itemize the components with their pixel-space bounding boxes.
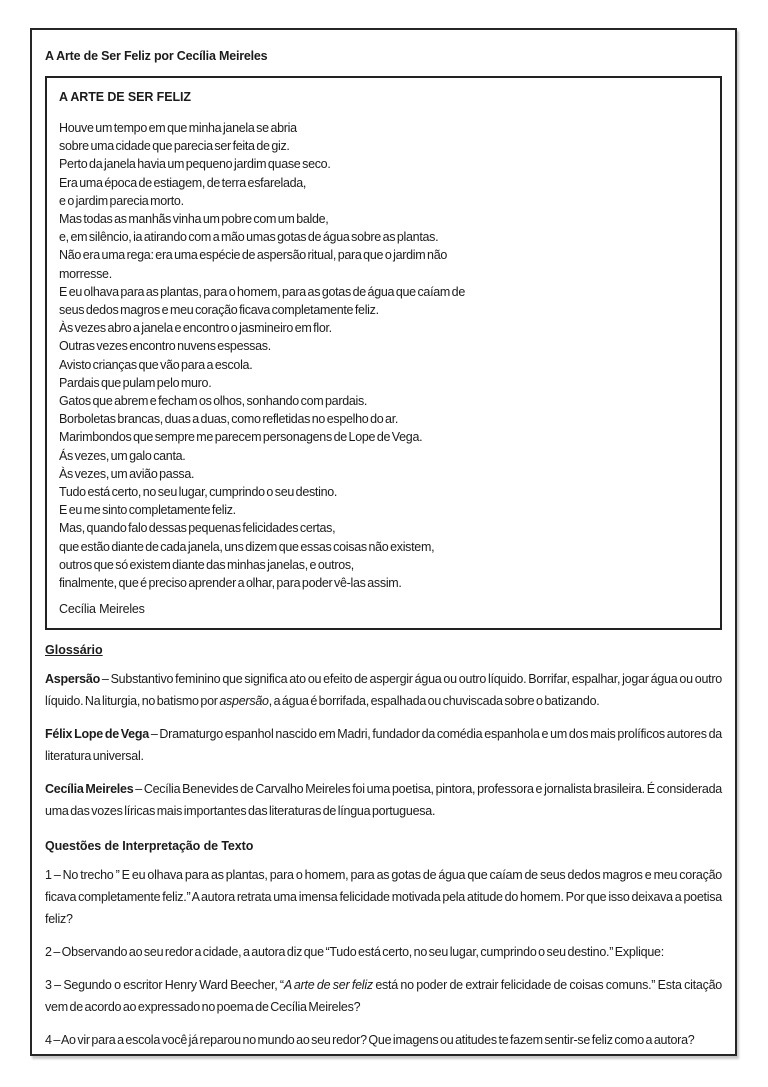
question-text: 1 – No trecho ” E eu olhava para as plantas, para o homem, para as gotas de água que caíam de seus dedos magros e meu coração ficava completamente feliz.” A autora retrata uma imensa felicidade motivada pela atitude do homem. Por que isso deixava a poetisa feliz? [45,868,722,926]
glossary-heading: Glossário [45,643,103,657]
question-4 [45,1029,722,1051]
poem-author: Cecília Meireles [59,602,145,617]
question-text: está no poder de extrair felicidade de coisas comuns.” Esta citação vem de acordo ao expressado no poema de Cecília Meireles? [45,978,723,1014]
poem-line: Borboletas brancas, duas a duas, como refletidas no espelho do ar. [59,412,399,427]
poem-line: finalmente, que é preciso aprender a olhar, para poder vê-las assim. [59,576,402,591]
questions-heading: Questões de Interpretação de Texto [45,839,254,853]
question-text: 3 – Segundo o escritor Henry Ward Beecher, “ [45,978,284,992]
poem-line: Pardais que pulam pelo muro. [59,375,212,390]
poem-line: seus dedos magros e meu coração ficava completamente feliz. [59,303,379,318]
glossary-term-lope-de-vega: Félix Lope de Vega [45,727,149,741]
glossary-def-text: – Dramaturgo espanhol nascido em Madri, fundador da comédia espanhola e um dos mais prolíficos autores da literatura universal. [45,727,722,763]
poem-line: E eu olhava para as plantas, para o homem, para as gotas de água que caíam de [59,284,465,299]
document-title: A Arte de Ser Feliz por Cecília Meireles [45,49,268,63]
question-text: 2 – Observando ao seu redor a cidade, a autora diz que “Tudo está certo, no seu lugar, cumprindo o seu destino.” Explique: [45,945,664,959]
glossary-def-text: – Substantivo feminino que significa ato ou efeito de aspergir água ou outro líquido. Borrifar, espalhar, jogar água ou outro líquido. Na liturgia, no batismo por [45,672,722,708]
question-3 [45,974,722,1018]
glossary-entry-cecilia-meireles [45,778,722,822]
poem-line: Era uma época de estiagem, de terra esfarelada, [59,175,307,190]
poem-line: E eu me sinto completamente feliz. [59,503,236,518]
poem-title: A ARTE DE SER FELIZ [59,90,191,104]
glossary-def-text: , a água é borrifada, espalhada ou chuviscada sobre o batizando. [268,694,600,708]
glossary-entry-aspersao [45,668,722,712]
question-text: 4 – Ao vir para a escola você já reparou no mundo ao seu redor? Que imagens ou atitudes te fazem sentir-se feliz como a autora? [45,1033,695,1047]
poem-line: Às vezes, um avião passa. [59,466,195,481]
poem-line: Não era uma rega: era uma espécie de aspersão ritual, para que o jardim não [59,248,448,263]
poem-line: outros que só existem diante das minhas janelas, e outros, [59,557,354,572]
poem-line: Avisto crianças que vão para a escola. [59,357,253,372]
poem-line: Às vezes abro a janela e encontro o jasmineiro em flor. [59,321,332,336]
poem-line: que estão diante de cada janela, uns dizem que essas coisas não existem, [59,539,435,554]
poem-body [59,119,708,592]
poem-line: Perto da janela havia um pequeno jardim quase seco. [59,157,331,172]
question-2 [45,941,722,963]
poem-line: Houve um tempo em que minha janela se abria [59,121,297,135]
poem-line: Mas, quando falo dessas pequenas felicidades certas, [59,521,336,536]
poem-line: Tudo está certo, no seu lugar, cumprindo o seu destino. [59,485,338,500]
glossary-entry-lope-de-vega [45,723,722,767]
question-1 [45,864,722,930]
glossary-def-text: – Cecília Benevides de Carvalho Meireles foi uma poetisa, pintora, professora e jornalista brasileira. É considerada uma das vozes líricas mais importantes das literaturas de língua portuguesa. [45,782,722,818]
question-italic-quote: A arte de ser feliz [283,978,373,992]
poem-line: e o jardim parecia morto. [59,193,184,208]
poem-box [45,76,722,630]
poem-line: Mas todas as manhãs vinha um pobre com um balde, [59,212,329,227]
poem-line: e, em silêncio, ia atirando com a mão umas gotas de água sobre as plantas. [59,230,439,245]
document-page [30,28,737,1056]
glossary-term-aspersao: Aspersão [45,672,100,686]
poem-line: Ás vezes, um galo canta. [59,448,186,463]
poem-line: Gatos que abrem e fecham os olhos, sonhando com pardais. [59,394,368,409]
poem-line: Marimbondos que sempre me parecem personagens de Lope de Vega. [59,430,423,445]
glossary-term-cecilia-meireles: Cecília Meireles [45,782,134,796]
poem-line: morresse. [59,266,112,281]
poem-line: Outras vezes encontro nuvens espessas. [59,339,271,354]
glossary-italic-word: aspersão [219,694,269,708]
poem-line: sobre uma cidade que parecia ser feita de giz. [59,139,290,154]
